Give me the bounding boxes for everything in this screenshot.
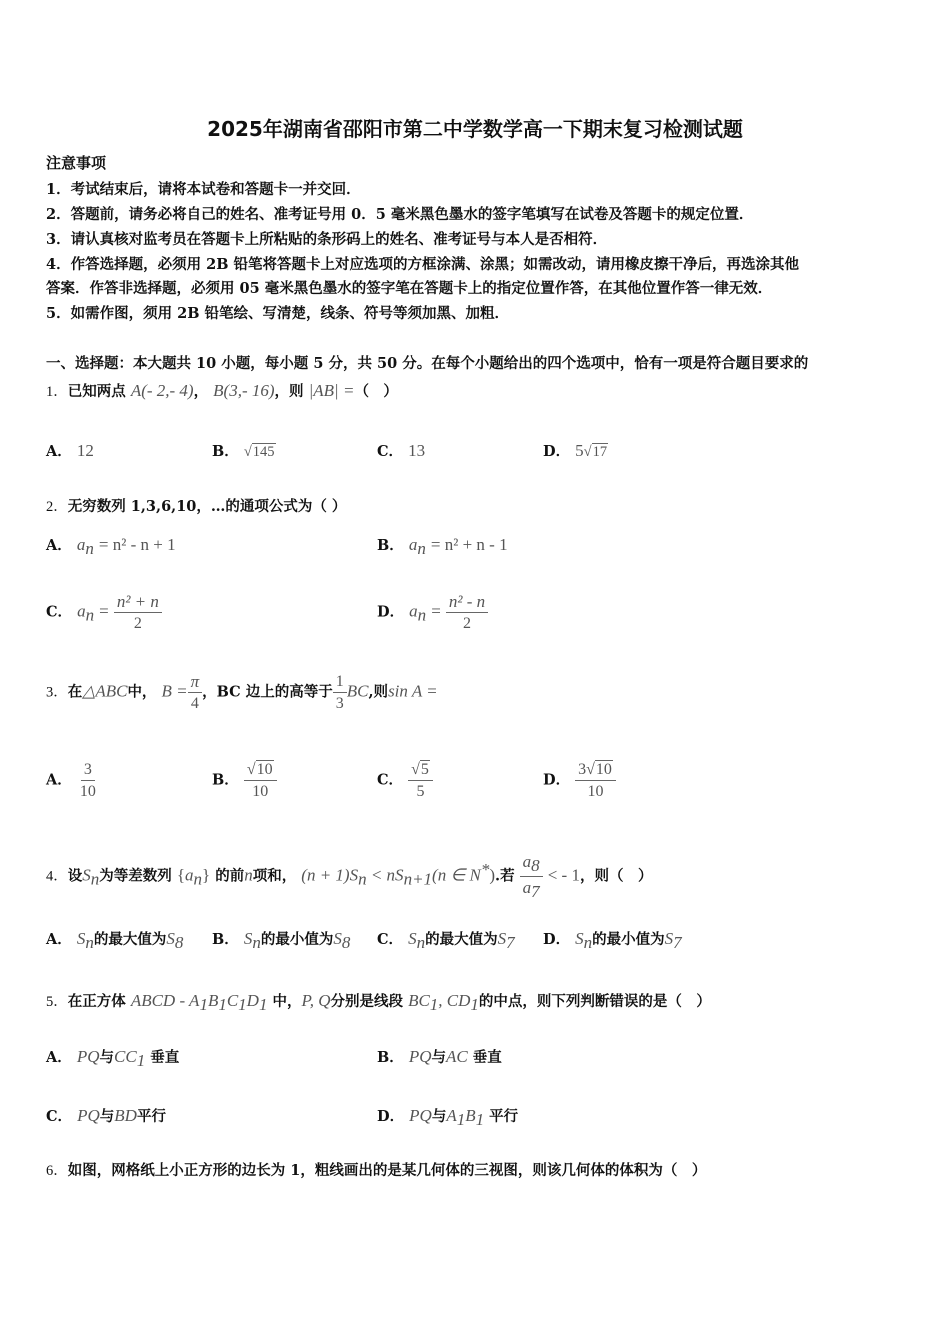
question-5: 5．在正方体 ABCD - $A_1B_1C_1D_1$ 中，P, Q分别是线段 $BC_1$, $CD_1$的中点，则下列判断错误的是（ ） bbox=[46, 991, 711, 1014]
q1-option-b[interactable]: B． √145 bbox=[212, 443, 275, 460]
section-heading: 一、选择题：本大题共 10 小题，每小题 5 分，共 50 分。在每个小题给出的四个选项中，恰有一项是符合题目要求的 bbox=[46, 355, 809, 372]
q4-option-b[interactable]: B． $S_n$的最小值为$S_8$ bbox=[212, 929, 351, 952]
q3-option-d[interactable]: D． $\frac{3√10}{10}$ bbox=[543, 760, 616, 801]
q5-option-b[interactable]: B． PQ与AC 垂直 bbox=[377, 1047, 502, 1066]
q1-option-d[interactable]: D． 5√17 bbox=[543, 441, 608, 460]
question-4: 4．设$S_n$为等差数列 $\{a_n\}$ 的前n项和， $(n + 1)S_n < nS_{n+1}(n$ ∈ N*).若 $\frac{a_8}{a_7}$ < - 1，则（ ） bbox=[46, 852, 653, 902]
q3-option-a[interactable]: A． $\frac{3}{10}$ bbox=[46, 761, 96, 800]
question-3: 3．在△ABC中， B = $\frac{\pi}{4}$ ，BC 边上的高等于 $\frac{1}{3}$ BC,则sin A = bbox=[46, 672, 438, 712]
question-1: 1．已知两点 A(- 2,- 4)， B(3,- 16)，则 |AB| =（ ） bbox=[46, 381, 398, 400]
q5-option-d[interactable]: D． PQ与$A_1B_1$ 平行 bbox=[377, 1106, 519, 1129]
q4-option-c[interactable]: C． $S_n$的最大值为$S_7$ bbox=[377, 929, 515, 952]
notice-item: 3．请认真核对监考员在答题卡上所粘贴的条形码上的姓名、准考证号与本人是否相符． bbox=[46, 231, 608, 248]
q1-option-a[interactable]: A． 12 bbox=[46, 441, 94, 460]
question-6: 6．如图，网格纸上小正方形的边长为 1，粗线画出的是某几何体的三视图，则该几何体的体积为（ ） bbox=[46, 1162, 707, 1179]
notice-item: 2．答题前，请务必将自己的姓名、准考证号用 0．5 毫米黑色墨水的签字笔填写在试卷及答题卡的规定位置． bbox=[46, 206, 754, 223]
q2-option-d[interactable]: D． $a_n$ = $\frac{\text{n² - n}}{2}$ bbox=[377, 592, 488, 633]
q2-option-a[interactable]: A． $a_n = n^2 - n + 1$ bbox=[46, 535, 176, 558]
notice-item: 5．如需作图，须用 2B 铅笔绘、写清楚，线条、符号等须加黑、加粗． bbox=[46, 305, 510, 322]
q4-option-a[interactable]: A． $S_n$的最大值为$S_8$ bbox=[46, 929, 184, 952]
notice-item: 答案．作答非选择题，必须用 05 毫米黑色墨水的签字笔在答题卡上的指定位置作答，在其他位置作答一律无效． bbox=[46, 280, 773, 297]
q4-option-d[interactable]: D． $S_n$的最小值为$S_7$ bbox=[543, 929, 682, 952]
q3-option-c[interactable]: C． $\frac{√5}{5}$ bbox=[377, 760, 433, 801]
question-2: 2．无穷数列 1,3,6,10，…的通项公式为（ ） bbox=[46, 498, 347, 515]
q5-option-a[interactable]: A． PQ与$CC_1$ 垂直 bbox=[46, 1047, 180, 1070]
q1-option-c[interactable]: C． 13 bbox=[377, 441, 426, 460]
q3-option-b[interactable]: B． $\frac{√10}{10}$ bbox=[212, 760, 277, 801]
notice-heading: 注意事项 bbox=[46, 154, 107, 172]
q2-option-b[interactable]: B． $a_n = n^2 + n - 1$ bbox=[377, 535, 508, 558]
q2-option-c[interactable]: C． $a_n$ = $\frac{\text{n² + n}}{2}$ bbox=[46, 592, 162, 633]
page-title: 2025年湖南省邵阳市第二中学数学高一下期末复习检测试题 bbox=[207, 117, 743, 141]
q5-option-c[interactable]: C． PQ与BD平行 bbox=[46, 1106, 166, 1125]
notice-item: 1．考试结束后，请将本试卷和答题卡一并交回． bbox=[46, 181, 361, 198]
notice-item: 4．作答选择题，必须用 2B 铅笔将答题卡上对应选项的方框涂满、涂黑；如需改动，请用橡皮擦干净后，再选涂其他 bbox=[46, 256, 800, 273]
